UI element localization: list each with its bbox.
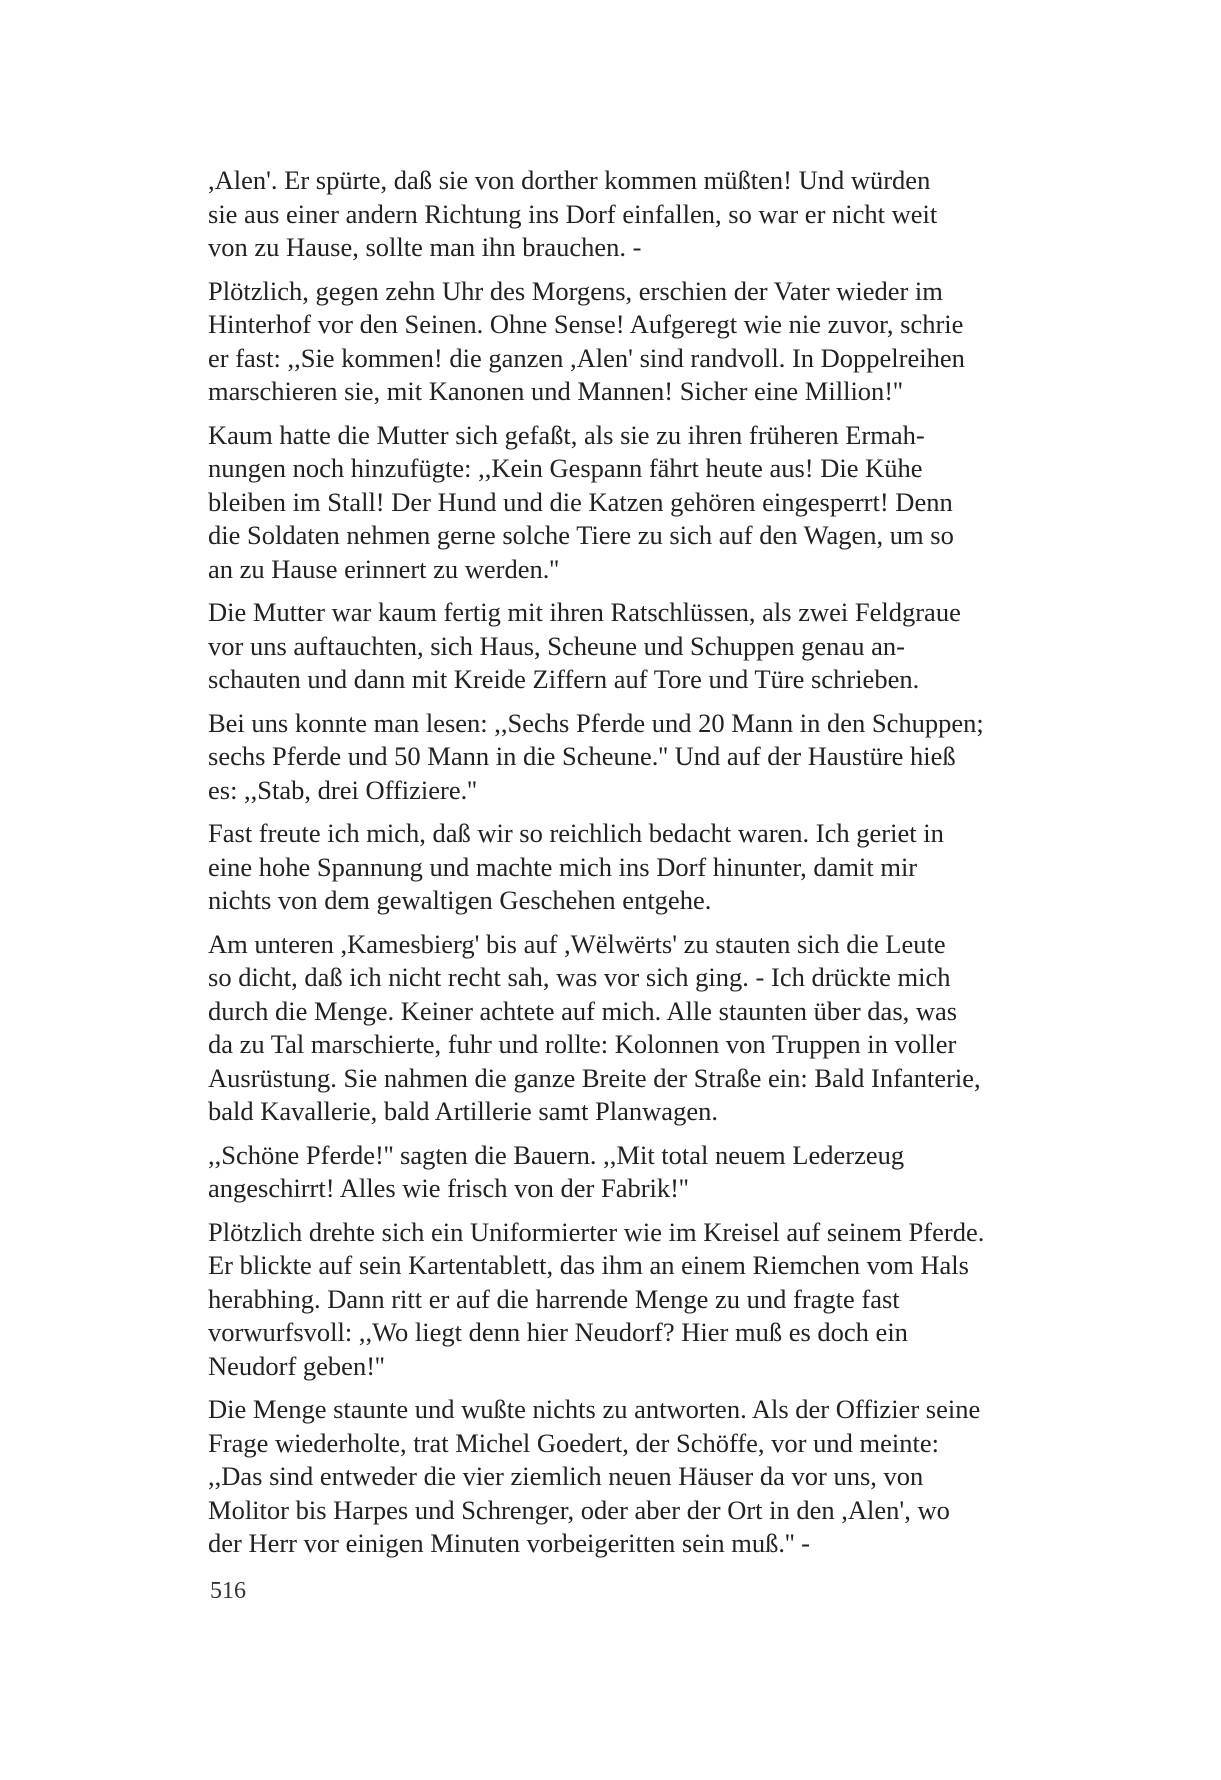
paragraph-6: Fast freute ich mich, daß wir so reichlich bedacht waren. Ich geriet in eine hohe Spannung und machte mich ins Dorf hinunter, damit mir nichts von dem gewaltigen Geschehen entgehe. xyxy=(208,818,944,915)
paragraph-2: Plötzlich, gegen zehn Uhr des Morgens, erschien der Vater wieder im Hinterhof vor den Seinen. Ohne Sense! Aufgeregt wie nie zuvor, schrie er fast: ,,Sie kommen! die ganzen ,Alen' sind randvoll. In Doppelreihen marschieren sie, mit Kanonen und Mannen! Sicher eine Million!'' xyxy=(208,275,965,406)
paragraph-10: Die Menge staunte und wußte nichts zu antworten. Als der Offizier seine Frage wiederholte, trat Michel Goedert, der Schöffe, vor und meinte: ,,Das sind entweder die vier ziemlich neuen Häuser da vor uns, von Molitor bis Harpes und Schrenger, oder aber der Ort in den ,Alen', wo der Herr vor einigen Minuten vorbeigeritten sein muß.'' - xyxy=(208,1394,981,1558)
body-text xyxy=(208,164,1070,1571)
paragraph-9: Plötzlich drehte sich ein Uniformierter wie im Kreisel auf seinem Pferde. Er blickte auf sein Kartentablett, das ihm an einem Riemchen vom Hals herabhing. Dann ritt er auf die harrende Menge zu und fragte fast vorwurfsvoll: ,,Wo liegt denn hier Neudorf? Hier muß es doch ein Neudorf geben!'' xyxy=(208,1216,985,1381)
page-number: 516 xyxy=(210,1578,246,1604)
paragraph-5: Bei uns konnte man lesen: ,,Sechs Pferde und 20 Mann in den Schuppen; sechs Pferde und 50 Mann in die Scheune.'' Und auf der Haustüre hieß es: ,,Stab, drei Offiziere.'' xyxy=(208,707,984,805)
paragraph-8: ,,Schöne Pferde!'' sagten die Bauern. ,,Mit total neuem Lederzeug angeschirrt! Alles wie frisch von der Fabrik!'' xyxy=(208,1139,905,1203)
paragraph-4: Die Mutter war kaum fertig mit ihren Ratschlüssen, als zwei Feldgraue vor uns auftauchten, sich Haus, Scheune und Schuppen genau an- schauten und dann mit Kreide Ziffern auf Tore und Türe schrieben. xyxy=(208,597,961,694)
paragraph-7: Am unteren ,Kamesbierg' bis auf ,Wëlwërts' zu stauten sich die Leute so dicht, daß ich nicht recht sah, was vor sich ging. - Ich drückte mich durch die Menge. Keiner achtete auf mich. Alle staunten über das, was da zu Tal marschierte, fuhr und rollte: Kolonnen von Truppen in voller Ausrüstung. Sie nahmen die ganze Breite der Straße ein: Bald Infanterie, bald Kavallerie, bald Artillerie samt Planwagen. xyxy=(208,928,981,1126)
paragraph-1: ,Alen'. Er spürte, daß sie von dorther kommen müßten! Und würden sie aus einer andern Richtung ins Dorf einfallen, so war er nicht weit von zu Hause, sollte man ihn brauchen. - xyxy=(208,165,938,262)
paragraph-3: Kaum hatte die Mutter sich gefaßt, als sie zu ihren früheren Ermah- nungen noch hinzufügte: ,,Kein Gespann fährt heute aus! Die Kühe bleiben im Stall! Der Hund und die Katzen gehören eingesperrt! Denn die Soldaten nehmen gerne solche Tiere zu sich auf den Wagen, um so an zu Hause erinnert zu werden.'' xyxy=(208,419,954,584)
